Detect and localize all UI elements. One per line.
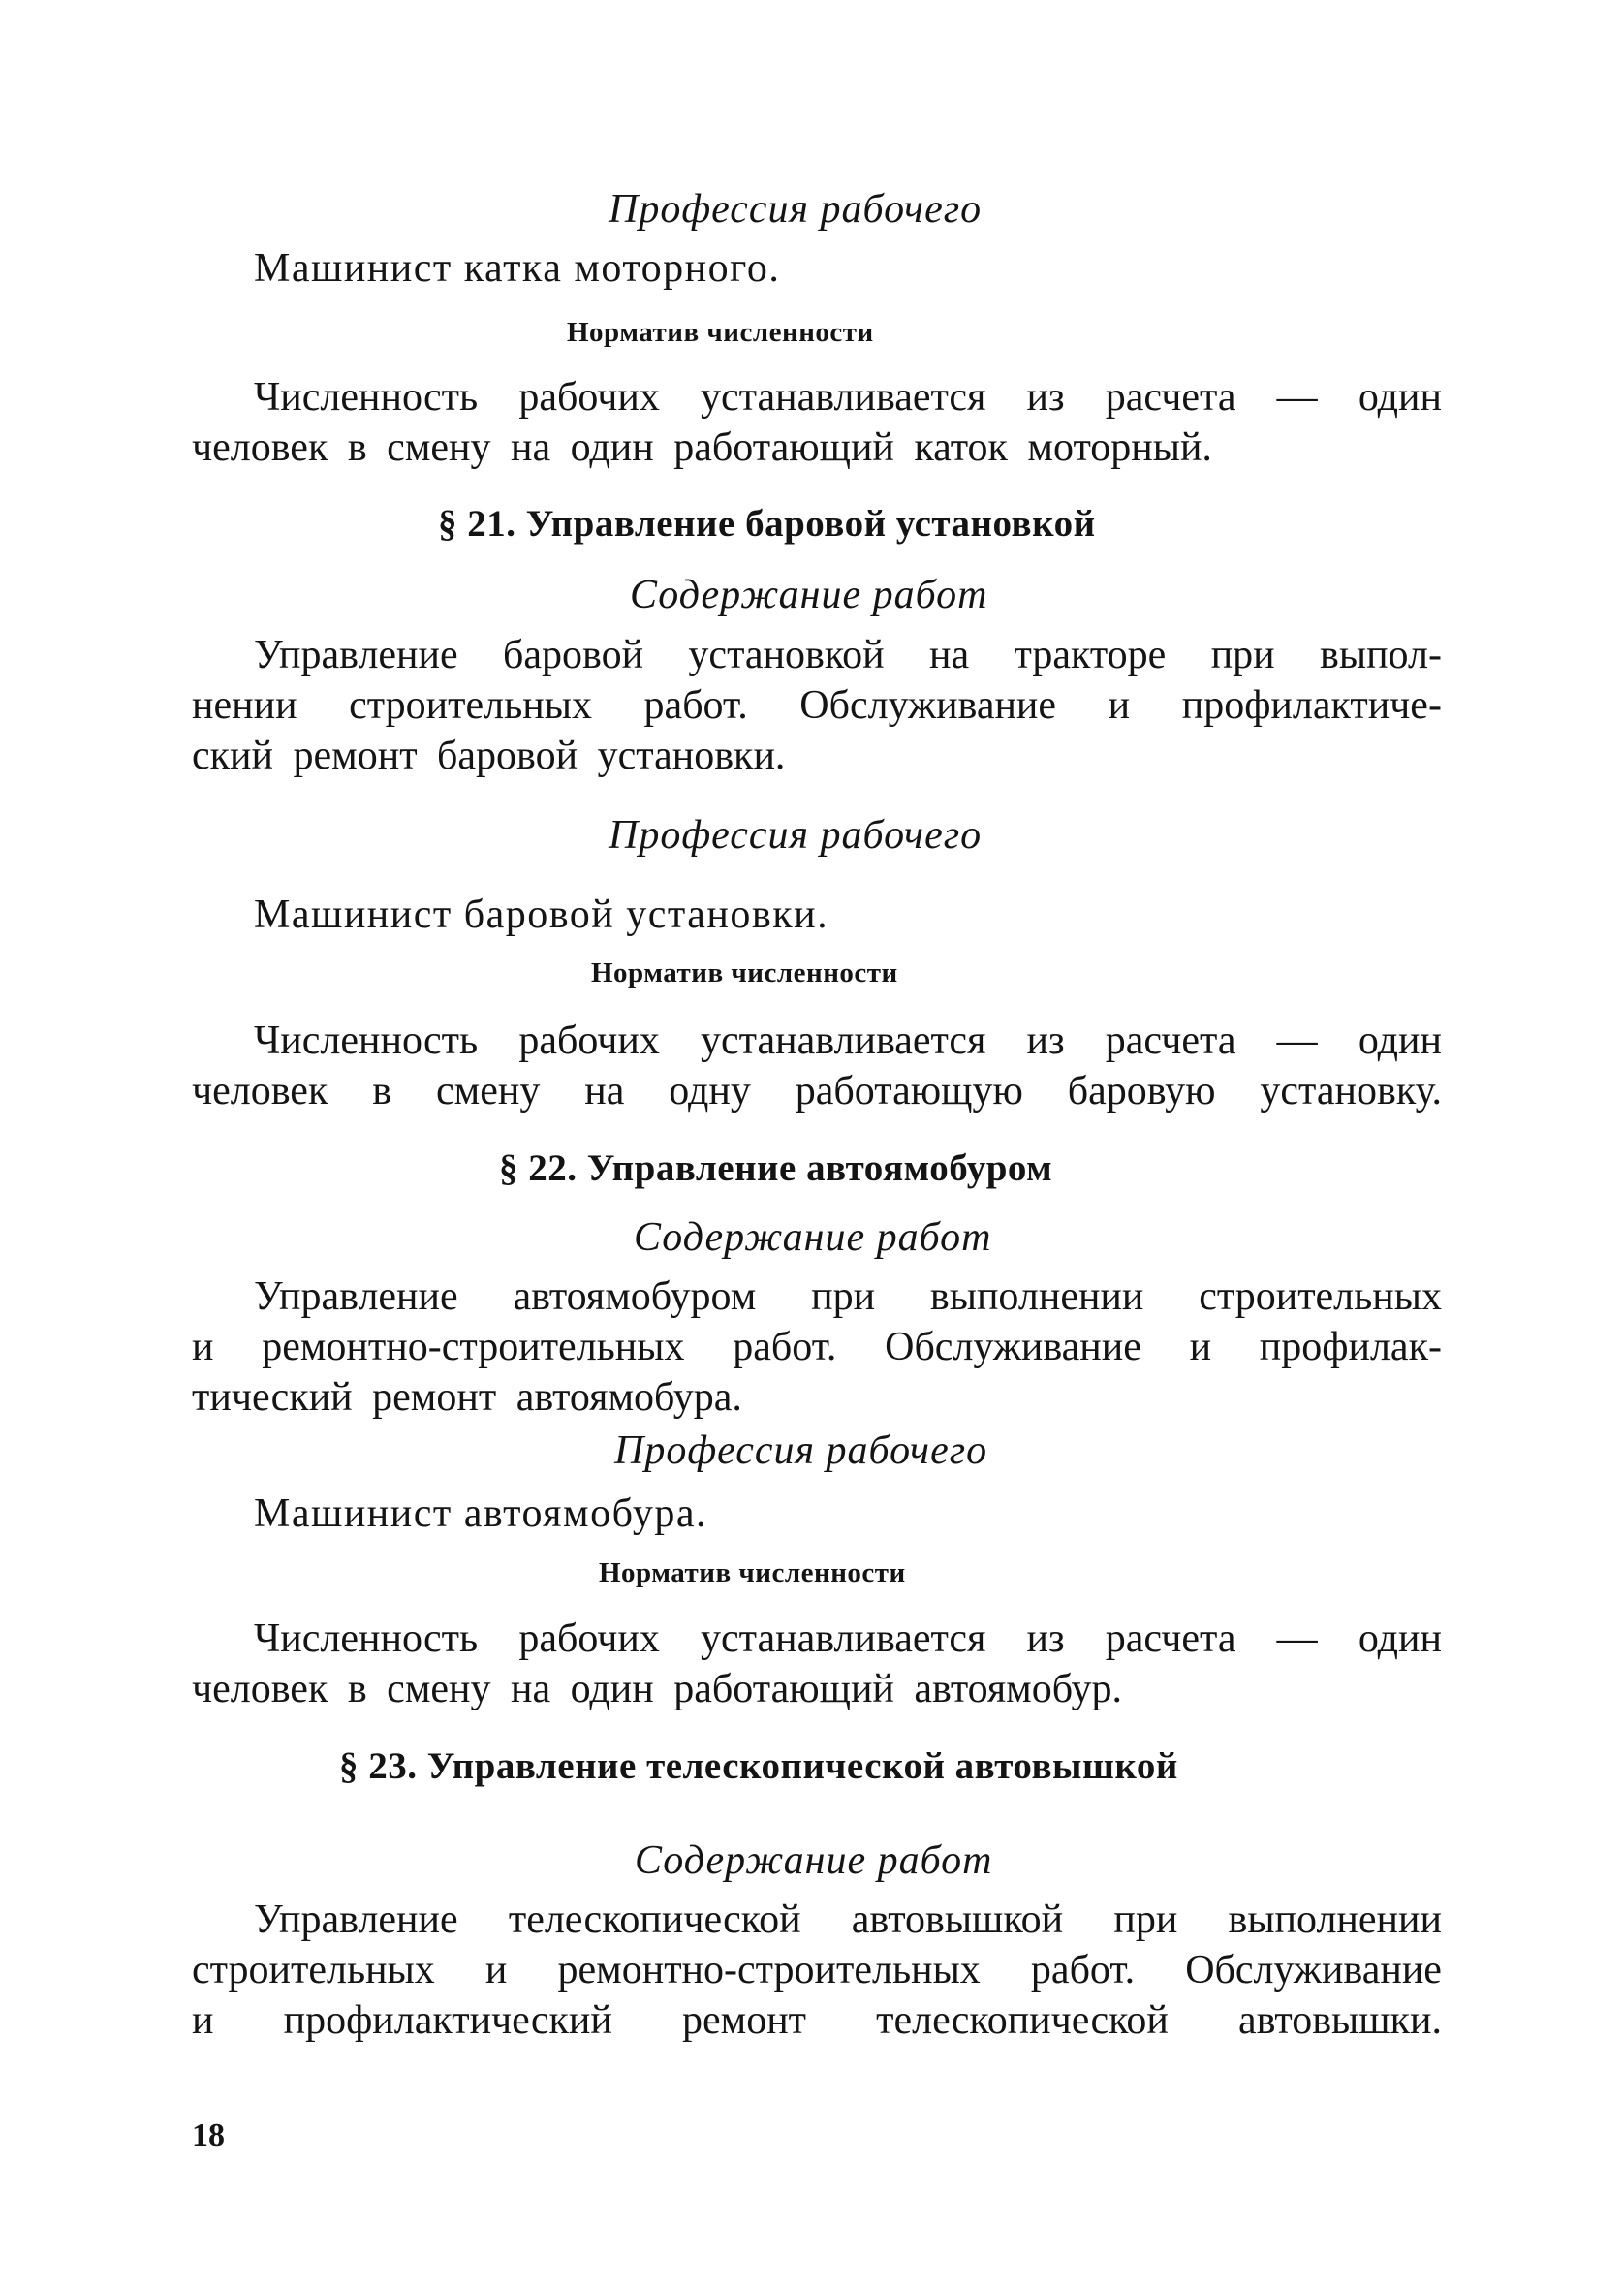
paragraph-line	[192, 1016, 1442, 1066]
word: работающую	[795, 1069, 1023, 1114]
word: телескопической	[508, 1898, 801, 1942]
work-content-paragraph	[192, 1271, 1442, 1423]
word: рабочих	[518, 1616, 660, 1661]
word: Обслуживание	[799, 683, 1057, 728]
profession-label: Профессия рабочего	[609, 813, 983, 858]
word: —	[1276, 1019, 1318, 1063]
word: Численность	[254, 1616, 479, 1661]
section-heading-21: § 21. Управление баровой установкой	[438, 503, 1096, 545]
norm-paragraph	[192, 372, 1442, 473]
paragraph-line	[192, 1322, 1442, 1372]
word: и	[192, 1325, 214, 1369]
word: устанавливается	[701, 375, 986, 420]
word: на	[584, 1069, 625, 1114]
word: один	[1358, 1019, 1442, 1063]
word: нении	[192, 683, 297, 728]
section-heading-22: § 22. Управление автоямобуром	[499, 1147, 1053, 1189]
norm-subheading: Норматив численности	[567, 317, 874, 348]
word: работ.	[643, 683, 748, 728]
word: Управление	[254, 1274, 458, 1319]
work-content-label: Содержание работ	[635, 1838, 993, 1883]
word: устанавливается	[701, 1616, 986, 1661]
paragraph-line: ский ремонт баровой установки.	[192, 734, 786, 778]
word: ремонтно-строительных	[262, 1325, 685, 1369]
word: автоямобуром	[513, 1274, 757, 1319]
word: автовышкой	[851, 1898, 1064, 1942]
word: автовышки.	[1237, 1998, 1442, 2043]
word: одну	[669, 1069, 751, 1114]
word: выполнении	[1228, 1898, 1442, 1942]
word: выпол-	[1320, 633, 1442, 677]
word: выполнении	[929, 1274, 1144, 1319]
word: и	[1108, 683, 1131, 728]
norm-paragraph	[192, 1016, 1442, 1116]
word: и	[484, 1948, 508, 1992]
profession-text: Машинист баровой установки.	[254, 893, 829, 937]
word: —	[1276, 375, 1318, 420]
word: Численность	[254, 375, 479, 420]
word: один	[1358, 1616, 1442, 1661]
word: расчета	[1105, 1019, 1236, 1063]
word: строительных	[192, 1948, 435, 1992]
paragraph-line	[192, 1895, 1442, 1945]
profession-text: Машинист катка моторного.	[254, 246, 781, 291]
paragraph-line	[192, 1066, 1442, 1116]
word: баровую	[1067, 1069, 1216, 1114]
work-content-label: Содержание работ	[630, 573, 988, 617]
word: расчета	[1105, 375, 1236, 420]
work-content-label: Содержание работ	[634, 1215, 992, 1260]
norm-subheading: Норматив численности	[591, 957, 898, 988]
word: и	[1189, 1325, 1212, 1369]
profession-label: Профессия рабочего	[609, 187, 983, 232]
section-heading-23: § 23. Управление телескопической автовышкой	[339, 1745, 1178, 1787]
word: Численность	[254, 1019, 479, 1063]
page-number: 18	[192, 2117, 225, 2153]
paragraph-line	[192, 1945, 1442, 1995]
word: Обслуживание	[1185, 1948, 1442, 1992]
word: расчета	[1105, 1616, 1236, 1661]
word: ремонт	[681, 1998, 807, 2043]
word: телескопической	[876, 1998, 1169, 2043]
norm-paragraph	[192, 1614, 1442, 1714]
word: Управление	[254, 633, 458, 677]
paragraph-line: тический ремонт автоямобура.	[192, 1375, 742, 1420]
word: рабочих	[518, 375, 660, 420]
word: установкой	[688, 633, 885, 677]
paragraph-line: человек в смену на один работающий автоямобур.	[192, 1667, 1122, 1711]
word: тракторе	[1014, 633, 1167, 677]
paragraph-line	[192, 1271, 1442, 1322]
word: —	[1276, 1616, 1318, 1661]
word: при	[811, 1274, 876, 1319]
word: из	[1026, 1616, 1065, 1661]
word: человек	[192, 1069, 328, 1114]
word: на	[929, 633, 970, 677]
profession-label: Профессия рабочего	[614, 1428, 988, 1473]
word: работ.	[1030, 1948, 1136, 1992]
word: профилак-	[1259, 1325, 1442, 1369]
paragraph-line	[192, 372, 1442, 423]
word: профилактиче-	[1181, 683, 1442, 728]
word: установку.	[1260, 1069, 1442, 1114]
paragraph-line	[192, 1995, 1442, 2046]
paragraph-line	[192, 1614, 1442, 1664]
word: рабочих	[518, 1019, 660, 1063]
profession-text: Машинист автоямобура.	[254, 1491, 707, 1536]
word: при	[1113, 1898, 1178, 1942]
word: смену	[435, 1069, 541, 1114]
word: Обслуживание	[885, 1325, 1141, 1369]
word: один	[1358, 375, 1442, 420]
paragraph-line	[192, 630, 1442, 680]
work-content-paragraph	[192, 1895, 1442, 2046]
word: из	[1026, 375, 1065, 420]
word: в	[372, 1069, 392, 1114]
paragraph-line: человек в смену на один работающий каток моторный.	[192, 425, 1212, 470]
norm-subheading: Норматив численности	[599, 1557, 906, 1588]
word: работ.	[733, 1325, 837, 1369]
word: при	[1210, 633, 1275, 677]
word: профилактический	[283, 1998, 612, 2043]
word: из	[1026, 1019, 1065, 1063]
word: и	[192, 1998, 214, 2043]
work-content-paragraph	[192, 630, 1442, 781]
word: строительных	[1199, 1274, 1442, 1319]
word: ремонтно-строительных	[557, 1948, 981, 1992]
word: строительных	[349, 683, 592, 728]
paragraph-line	[192, 680, 1442, 731]
word: баровой	[503, 633, 644, 677]
word: Управление	[254, 1898, 458, 1942]
word: устанавливается	[701, 1019, 986, 1063]
